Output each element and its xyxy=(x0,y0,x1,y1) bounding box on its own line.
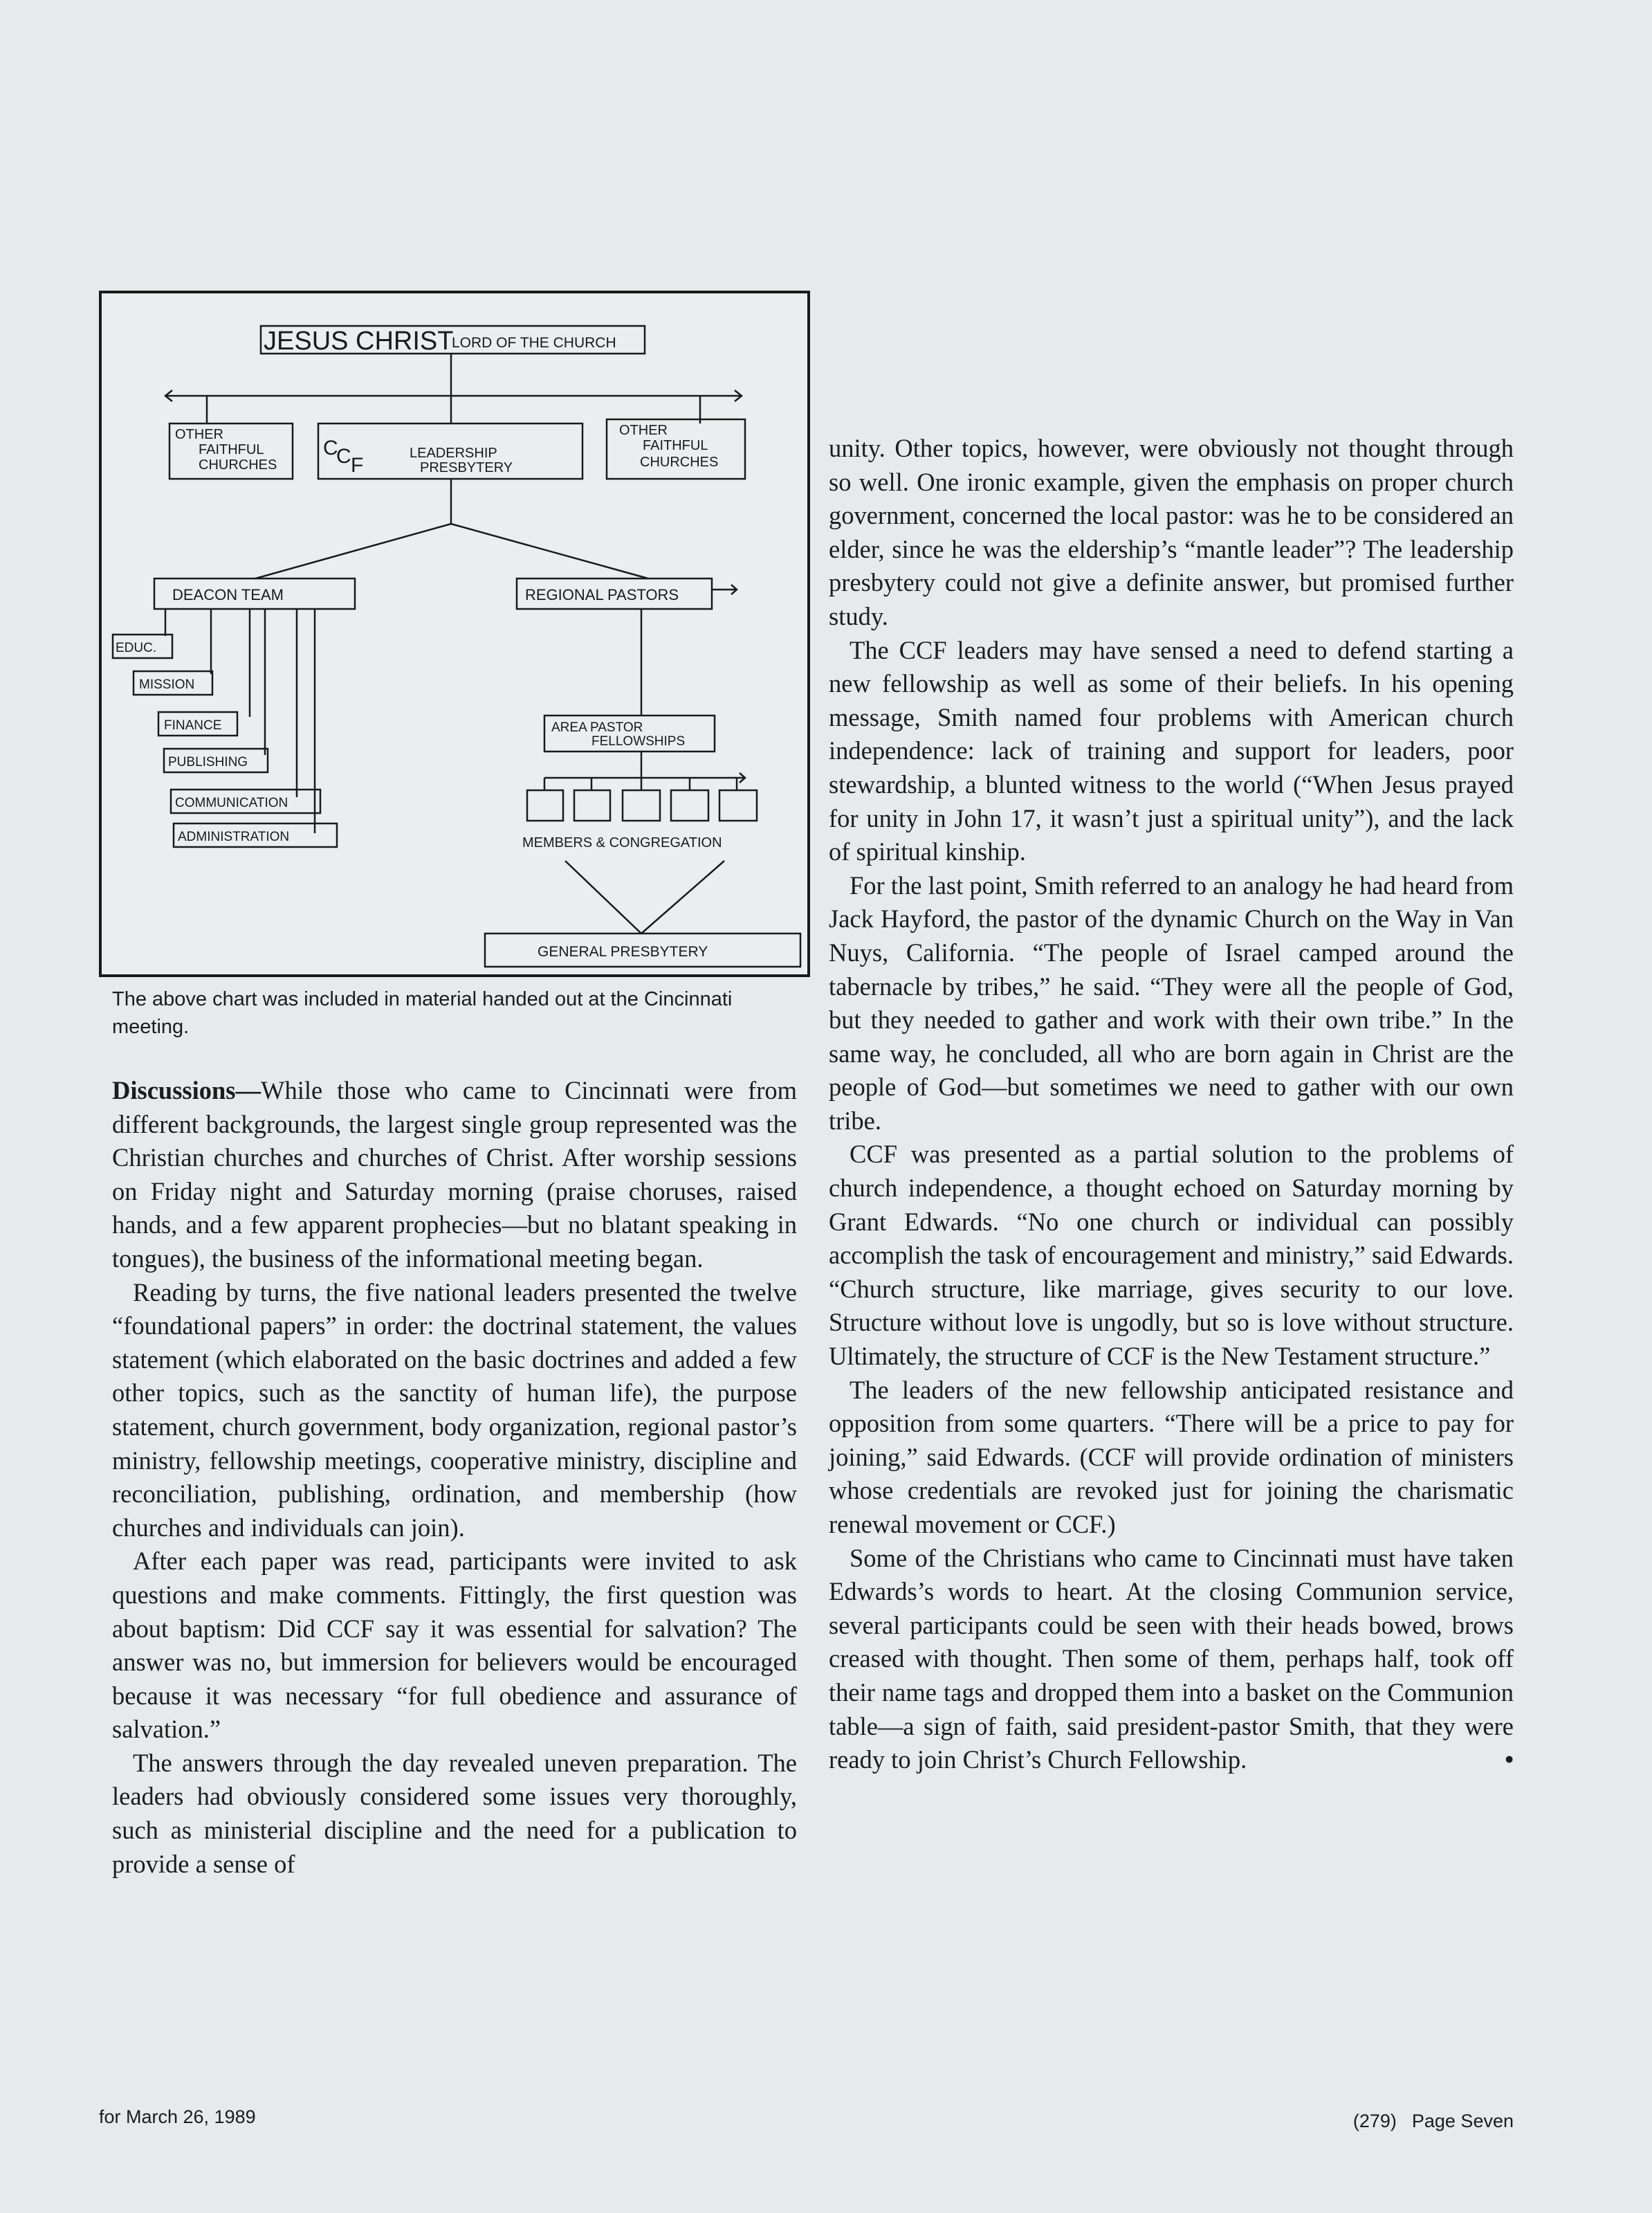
deacon-team-label: DEACON TEAM xyxy=(172,586,284,603)
org-chart-diagram xyxy=(102,293,807,974)
other-right-line2: FAITHFUL xyxy=(643,438,708,453)
page-label: Page Seven xyxy=(1411,2111,1514,2131)
paragraph: The answers through the day revealed uneven preparation. The leaders had obviously considered some issues very thoroughly, such as ministerial discipline and the need for a publication to provide a sense of xyxy=(112,1748,797,1878)
ccf-letter-c1: C xyxy=(323,437,338,459)
other-left-line1: OTHER xyxy=(175,427,223,442)
paragraph: CCF was presented as a partial solution to the problems of church independence, a thought echoed on Saturday morning by Grant Edwards. “No one church or individual can possibly accomplish the task of encouragement and ministry,” said Edwards. “Church structure, like marriage, gives security to our love. Structure without love is ungodly, but so is love without structure. Ultimately, the structure of CCF is the New Testament structure.” xyxy=(829,1140,1514,1371)
paragraph: For the last point, Smith referred to an analogy he had heard from Jack Hayford, the pastor of the dynamic Church on the Way in Van Nuys, California. “The people of Israel camped around the tabernacle by tribes,” he said. “They were all the people of God, but they needed to gather and work with their own tribe.” In the same way, he concluded, all who are born again in Christ are the people of God—but sometimes we need to gather with our own tribe. xyxy=(829,871,1514,1135)
paragraph-final xyxy=(829,1542,1514,1777)
finance-label: FINANCE xyxy=(164,718,222,733)
page-folio xyxy=(1338,2111,1514,2132)
member-box xyxy=(671,790,708,821)
ccf-letter-f: F xyxy=(351,454,364,477)
regional-pastors-label: REGIONAL PASTORS xyxy=(525,586,679,603)
lord-of-church-label: LORD OF THE CHURCH xyxy=(452,335,616,351)
paragraph: unity. Other topics, however, were obviously not thought through so well. One ironic example, given the emphasis on proper church government, concerned the local pastor: was he to be considered an elder, since he was the eldership’s “mantle leader”? The leadership presbytery could not give a definite answer, but promised further study. xyxy=(829,434,1514,630)
other-right-line3: CHURCHES xyxy=(640,455,719,470)
member-box xyxy=(574,790,610,821)
members-label: MEMBERS & CONGREGATION xyxy=(522,835,722,850)
ccf-letter-c2: C xyxy=(336,445,351,468)
member-box xyxy=(623,790,660,821)
educ-label: EDUC. xyxy=(116,641,157,655)
administration-label: ADMINISTRATION xyxy=(178,830,290,844)
paragraph: The leaders of the new fellowship anticipated resistance and opposition from some quarters. “There will be a price to pay for joining,” said Edwards. (CCF will provide ordination of ministers whose credentials are revoked just for joining the charismatic renewal movement or CCF.) xyxy=(829,1375,1514,1538)
section-heading-discussions: Discussions— xyxy=(112,1076,261,1104)
area-pastor-line1: AREA PASTOR xyxy=(551,720,643,735)
paragraph: After each paper was read, participants were invited to ask questions and make comments. Fittingly, the first question was about baptism: Did CCF say it was essential for salvation? The answer was no, but immersion for believers would be encouraged because it was necessary “for full obedience and assurance of salvation.” xyxy=(112,1547,797,1744)
mission-label: MISSION xyxy=(139,677,195,692)
other-left-line2: FAITHFUL xyxy=(199,442,264,457)
member-box xyxy=(719,790,757,821)
publishing-label: PUBLISHING xyxy=(168,755,248,769)
other-left-line3: CHURCHES xyxy=(199,457,277,473)
leadership-line2: PRESBYTERY xyxy=(420,460,513,475)
area-pastor-line2: FELLOWSHIPS xyxy=(591,734,686,749)
right-column xyxy=(829,432,1514,1777)
org-chart xyxy=(99,291,810,977)
communication-label: COMMUNICATION xyxy=(175,796,288,810)
page-code: (279) xyxy=(1352,2111,1397,2131)
paragraph: The CCF leaders may have sensed a need to defend starting a new fellowship as well as some of their beliefs. In his opening message, Smith named four problems with American church independence: lack of training and support for leaders, poor stewardship, a blunted witness to the world (“When Jesus prayed for unity in John 17, it wasn’t just a spiritual unity”), and the lack of spiritual kinship. xyxy=(829,635,1514,866)
paragraph-text: While those who came to Cincinnati were from different backgrounds, the largest single group represented was the Christian churches and churches of Christ. After worship sessions on Friday night and Saturday morning (praise choruses, raised hands, and a few apparent prophecies—but no blatant speaking in tongues), the business of the informational meeting began. xyxy=(112,1076,797,1273)
paragraph-text: Some of the Christians who came to Cincinnati must have taken Edwards’s words to heart. At the closing Communion service, several participants could be seen with their heads bowed, brows creased with thought. Then some of them, perhaps half, took off their name tags and dropped them into a basket on the Communion table—a sign of faith, said president-pastor Smith, that they were ready to join Christ’s Church Fellowship. xyxy=(829,1543,1514,1774)
general-presbytery-label: GENERAL PRESBYTERY xyxy=(538,944,708,960)
other-right-line1: OTHER xyxy=(619,423,668,438)
issue-date: for March 26, 1989 xyxy=(99,2106,256,2127)
leadership-line1: LEADERSHIP xyxy=(410,446,497,461)
chart-caption: The above chart was included in material handed out at the Cincinnati meeting. xyxy=(112,988,733,1038)
paragraph: Reading by turns, the five national leaders presented the twelve “foundational papers” in order: the doctrinal statement, the values statement (which elaborated on the basic doctrines and added a few other topics, such as the sanctity of human life), the purpose statement, church government, body organization, regional pastor’s ministry, fellowship meetings, cooperative ministry, discipline and reconciliation, publishing, ordination, and membership (how churches and individuals can join). xyxy=(112,1277,797,1542)
end-of-article-mark: • xyxy=(1505,1745,1514,1774)
member-box xyxy=(527,790,563,821)
paragraph-discussions xyxy=(112,1074,797,1276)
jesus-christ-label: JESUS CHRIST xyxy=(264,327,454,356)
left-column xyxy=(112,1074,797,1881)
